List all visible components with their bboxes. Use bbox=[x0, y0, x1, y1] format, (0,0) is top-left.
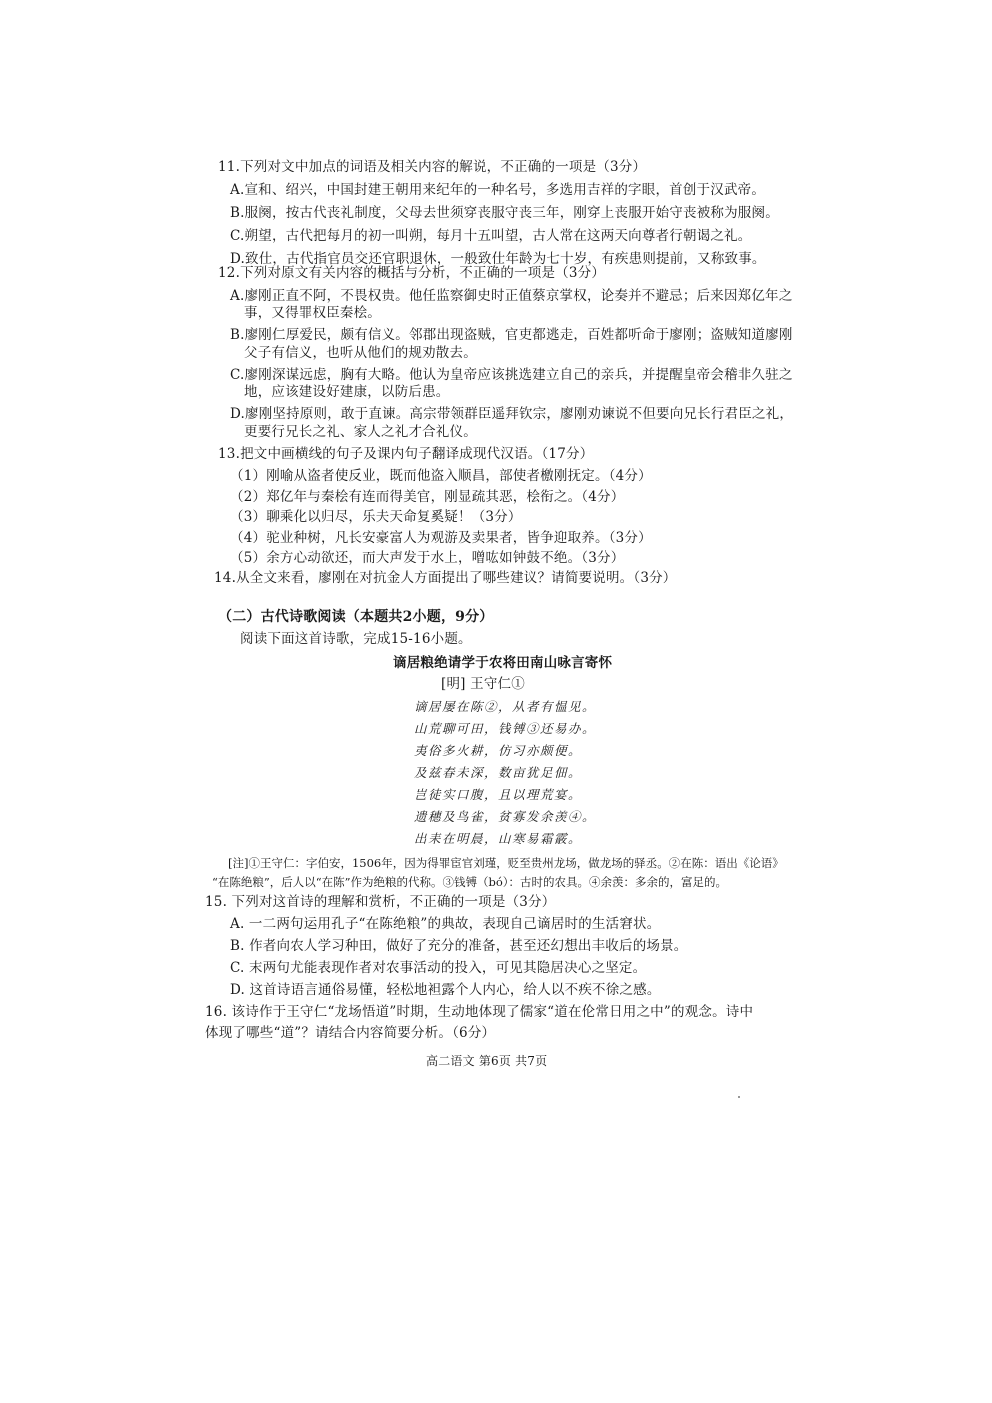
q13-item-4: （4）驼业种树，凡长安豪富人为观游及卖果者，皆争迎取养。（3分） bbox=[230, 530, 652, 546]
poem-line: 遗穗及鸟雀，贫寡发余羡④。 bbox=[414, 809, 597, 824]
q14-stem: 14.从全文来看，廖刚在对抗金人方面提出了哪些建议？请简要说明。（3分） bbox=[214, 570, 677, 586]
poem-author: [明] 王守仁① bbox=[441, 676, 525, 692]
q11-option-b: B.服阕，按古代丧礼制度，父母去世须穿丧服守丧三年，刚穿上丧服开始守丧被称为服阕。 bbox=[230, 205, 779, 221]
q13-item-1: （1）刚喻从盗者使反业，既而他盗入顺昌，部使者檄刚抚定。（4分） bbox=[230, 468, 652, 484]
q12-option-a: A.廖刚正直不阿，不畏权贵。他任监察御史时正值蔡京掌权，论奏并不避忌；后来因郑亿年之 bbox=[230, 288, 793, 304]
q12-option-a-cont: 事，又得罪权臣秦桧。 bbox=[244, 305, 381, 321]
q11-stem: 11.下列对文中加点的词语及相关内容的解说，不正确的一项是（3分） bbox=[218, 159, 647, 175]
section-intro: 阅读下面这首诗歌，完成15-16小题。 bbox=[240, 631, 472, 647]
section-title: （二）古代诗歌阅读（本题共2小题，9分） bbox=[218, 609, 494, 625]
q13-item-3: （3）聊乘化以归尽，乐夫天命复奚疑！（3分） bbox=[230, 509, 522, 525]
q13-item-2: （2）郑亿年与秦桧有连而得美官，刚显疏其恶，桧衔之。（4分） bbox=[230, 489, 625, 505]
q11-option-d: D.致仕，古代指官员交还官职退休，一般致仕年龄为七十岁，有疾患则提前，又称致事。 bbox=[230, 251, 766, 267]
poem-line: 岂徒实口腹，且以理荒宴。 bbox=[414, 787, 583, 802]
q12-stem: 12.下列对原文有关内容的概括与分析，不正确的一项是（3分） bbox=[218, 265, 606, 281]
q16-line-2: 体现了哪些“道”？请结合内容简要分析。（6分） bbox=[205, 1025, 496, 1041]
scan-speck bbox=[738, 1096, 740, 1098]
poem-line: 山荒聊可田，钱镈③还易办。 bbox=[414, 721, 597, 736]
q12-option-b: B.廖刚仁厚爱民，颇有信义。邻郡出现盗贼，官吏都逃走，百姓都听命于廖刚；盗贼知道廖刚 bbox=[230, 327, 793, 343]
poem-line: 出耒在明晨，山寒易霜霰。 bbox=[414, 831, 583, 846]
q15-option-d: D. 这首诗语言通俗易懂，轻松地袒露个人内心，给人以不疾不徐之感。 bbox=[230, 982, 661, 998]
q16-line-1: 16. 该诗作于王守仁“龙场悟道”时期，生动地体现了儒家“道在伦常日用之中”的观念。诗中 bbox=[205, 1004, 754, 1020]
q12-option-d: D.廖刚坚持原则，敢于直谏。高宗带领群臣遥拜钦宗，廖刚劝谏说不但要向兄长行君臣之礼， bbox=[230, 406, 794, 422]
q12-option-d-cont: 更要行兄长之礼、家人之礼才合礼仪。 bbox=[244, 424, 477, 440]
poem-note-line-1: [注]①王守仁：字伯安，1506年，因为得罪宦官刘瑾，贬至贵州龙场，做龙场的驿丞。②在陈：语出《论语》 bbox=[228, 856, 784, 870]
q15-option-a: A. 一二两句运用孔子“在陈绝粮”的典故，表现自己谪居时的生活窘状。 bbox=[230, 916, 661, 932]
poem-title: 谪居粮绝请学于农将田南山咏言寄怀 bbox=[393, 655, 613, 671]
page-footer: 高二语文 第6页 共7页 bbox=[426, 1054, 548, 1068]
poem-line: 夷俗多火耕，仿习亦颇便。 bbox=[414, 743, 583, 758]
q13-item-5: （5）余方心动欲还，而大声发于水上，噌吰如钟鼓不绝。（3分） bbox=[230, 550, 625, 566]
poem-line: 及兹春未深，数亩犹足佃。 bbox=[414, 765, 583, 780]
poem-line: 谪居屡在陈②，从者有愠见。 bbox=[414, 699, 597, 714]
poem-note-line-2: “在陈绝粮”，后人以“在陈”作为绝粮的代称。③钱镈（bó）：古时的农具。④余羡：多余的，富足的。 bbox=[212, 875, 728, 889]
q13-stem: 13.把文中画横线的句子及课内句子翻译成现代汉语。（17分） bbox=[218, 446, 594, 462]
q11-option-c: C.朔望，古代把每月的初一叫朔，每月十五叫望，古人常在这两天向尊者行朝谒之礼。 bbox=[230, 228, 752, 244]
q12-option-c-cont: 地，应该建设好建康，以防后患。 bbox=[244, 384, 450, 400]
q15-stem: 15. 下列对这首诗的理解和赏析，不正确的一项是（3分） bbox=[205, 894, 556, 910]
q12-option-c: C.廖刚深谋远虑，胸有大略。他认为皇帝应该挑选建立自己的亲兵，并提醒皇帝会稽非久驻之 bbox=[230, 367, 793, 383]
q15-option-c: C. 末两句尤能表现作者对农事活动的投入，可见其隐居决心之坚定。 bbox=[230, 960, 647, 976]
q15-option-b: B. 作者向农人学习种田，做好了充分的准备，甚至还幻想出丰收后的场景。 bbox=[230, 938, 688, 954]
q11-option-a: A.宣和、绍兴，中国封建王朝用来纪年的一种名号，多选用吉祥的字眼，首创于汉武帝。 bbox=[230, 182, 766, 198]
q12-option-b-cont: 父子有信义，也听从他们的规劝散去。 bbox=[244, 345, 477, 361]
